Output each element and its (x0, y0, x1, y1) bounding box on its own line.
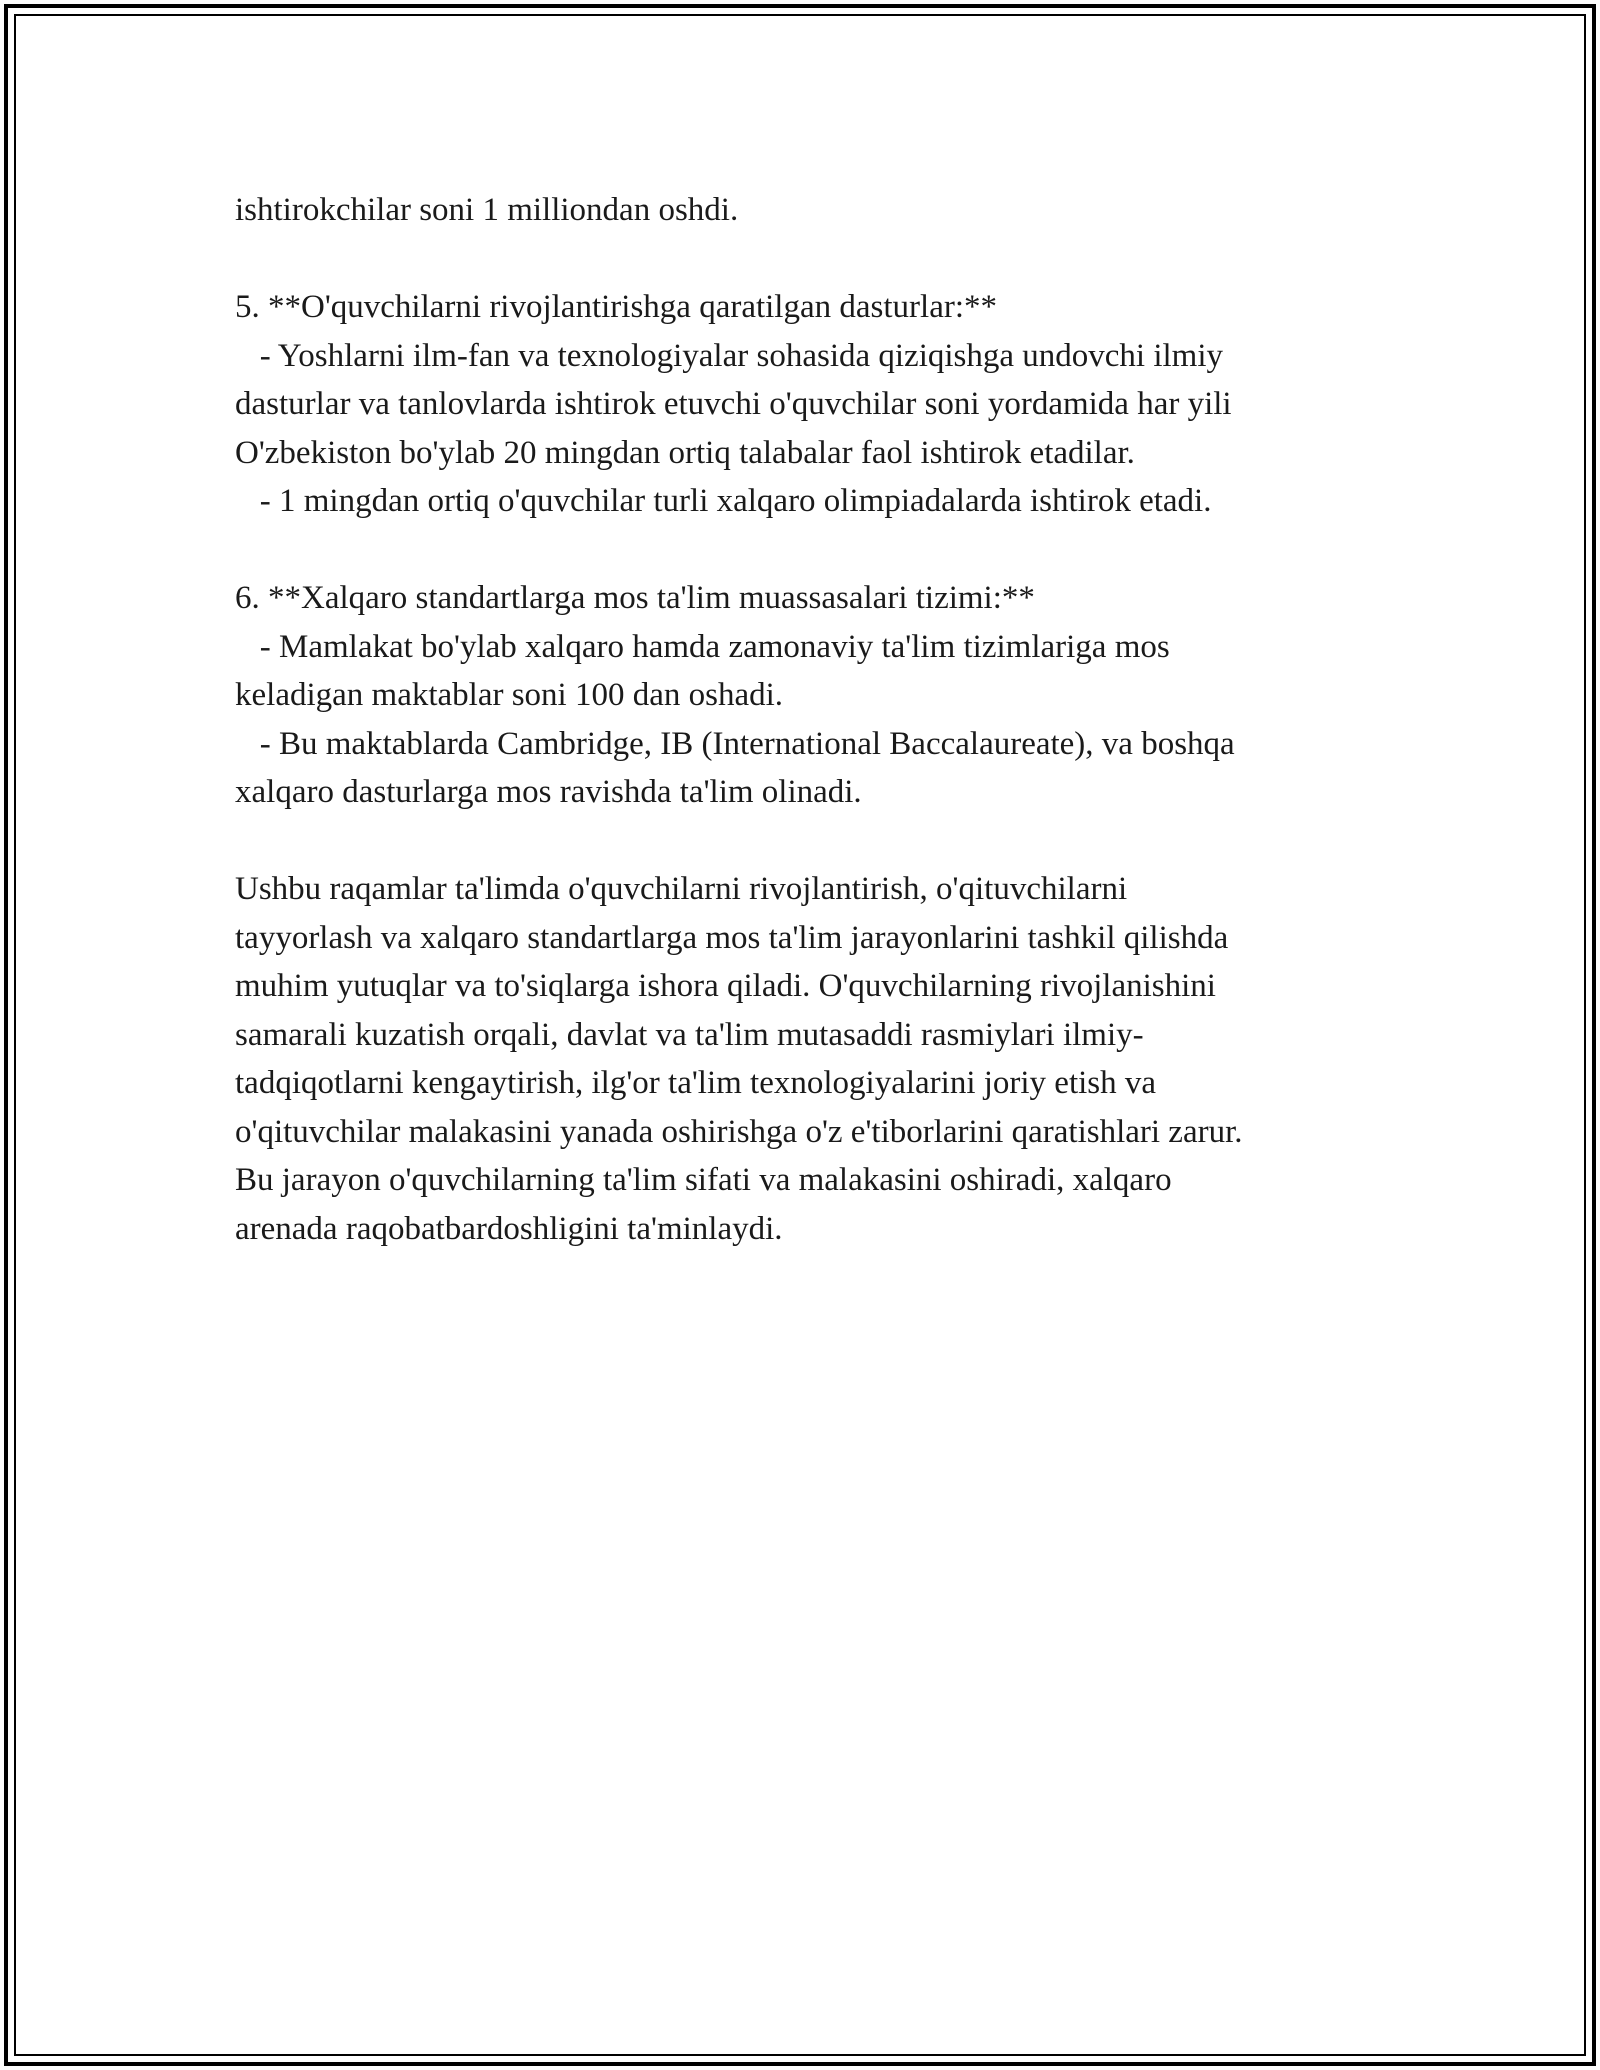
text-line: - Yoshlarni ilm-fan va texnologiyalar sohasida qiziqishga undovchi ilmiy (235, 337, 1224, 374)
conclusion-line: Bu jarayon o'quvchilarning ta'lim sifati va malakasini oshiradi, xalqaro (235, 1162, 1172, 1198)
conclusion-line: arenada raqobatbardoshligini ta'minlaydi. (235, 1210, 783, 1247)
blank-line (235, 235, 1375, 284)
blank-line (235, 817, 1375, 866)
conclusion-line: tadqiqotlarni kengaytirish, ilg'or ta'lim texnologiyalarini joriy etish va (235, 1065, 1157, 1101)
text-line: keladigan maktablar soni 100 dan oshadi. (235, 677, 784, 713)
text-line: O'zbekiston bo'ylab 20 mingdan ortiq talabalar faol ishtirok etadilar. (235, 434, 1135, 471)
section-6-heading: 6. **Xalqaro standartlarga mos ta'lim muassasalari tizimi:** (235, 580, 1035, 616)
section-5-heading: 5. **O'quvchilarni rivojlantirishga qaratilgan dasturlar:** (235, 289, 997, 325)
text-line: dasturlar va tanlovlarda ishtirok etuvchi o'quvchilar soni yordamida har yili (235, 386, 1232, 422)
document-body (235, 186, 1375, 1253)
conclusion-line: samarali kuzatish orqali, davlat va ta'lim mutasaddi rasmiylari ilmiy- (235, 1016, 1144, 1053)
conclusion-line: muhim yutuqlar va to'siqlarga ishora qiladi. O'quvchilarning rivojlanishini (235, 968, 1216, 1004)
conclusion-line: o'qituvchilar malakasini yanada oshirishga o'z e'tiborlarini qaratishlari zarur. (235, 1113, 1243, 1150)
text-line: ishtirokchilar soni 1 milliondan oshdi. (235, 192, 739, 228)
conclusion-line: Ushbu raqamlar ta'limda o'quvchilarni rivojlantirish, o'qituvchilarni (235, 871, 1128, 907)
text-line: - 1 mingdan ortiq o'quvchilar turli xalqaro olimpiadalarda ishtirok etadi. (235, 483, 1212, 519)
blank-line (235, 526, 1375, 575)
text-line: - Mamlakat bo'ylab xalqaro hamda zamonaviy ta'lim tizimlariga mos (235, 628, 1170, 665)
text-line: - Bu maktablarda Cambridge, IB (International Baccalaureate), va boshqa (235, 725, 1235, 762)
conclusion-line: tayyorlash va xalqaro standartlarga mos ta'lim jarayonlarini tashkil qilishda (235, 919, 1229, 956)
text-line: xalqaro dasturlarga mos ravishda ta'lim olinadi. (235, 774, 862, 810)
